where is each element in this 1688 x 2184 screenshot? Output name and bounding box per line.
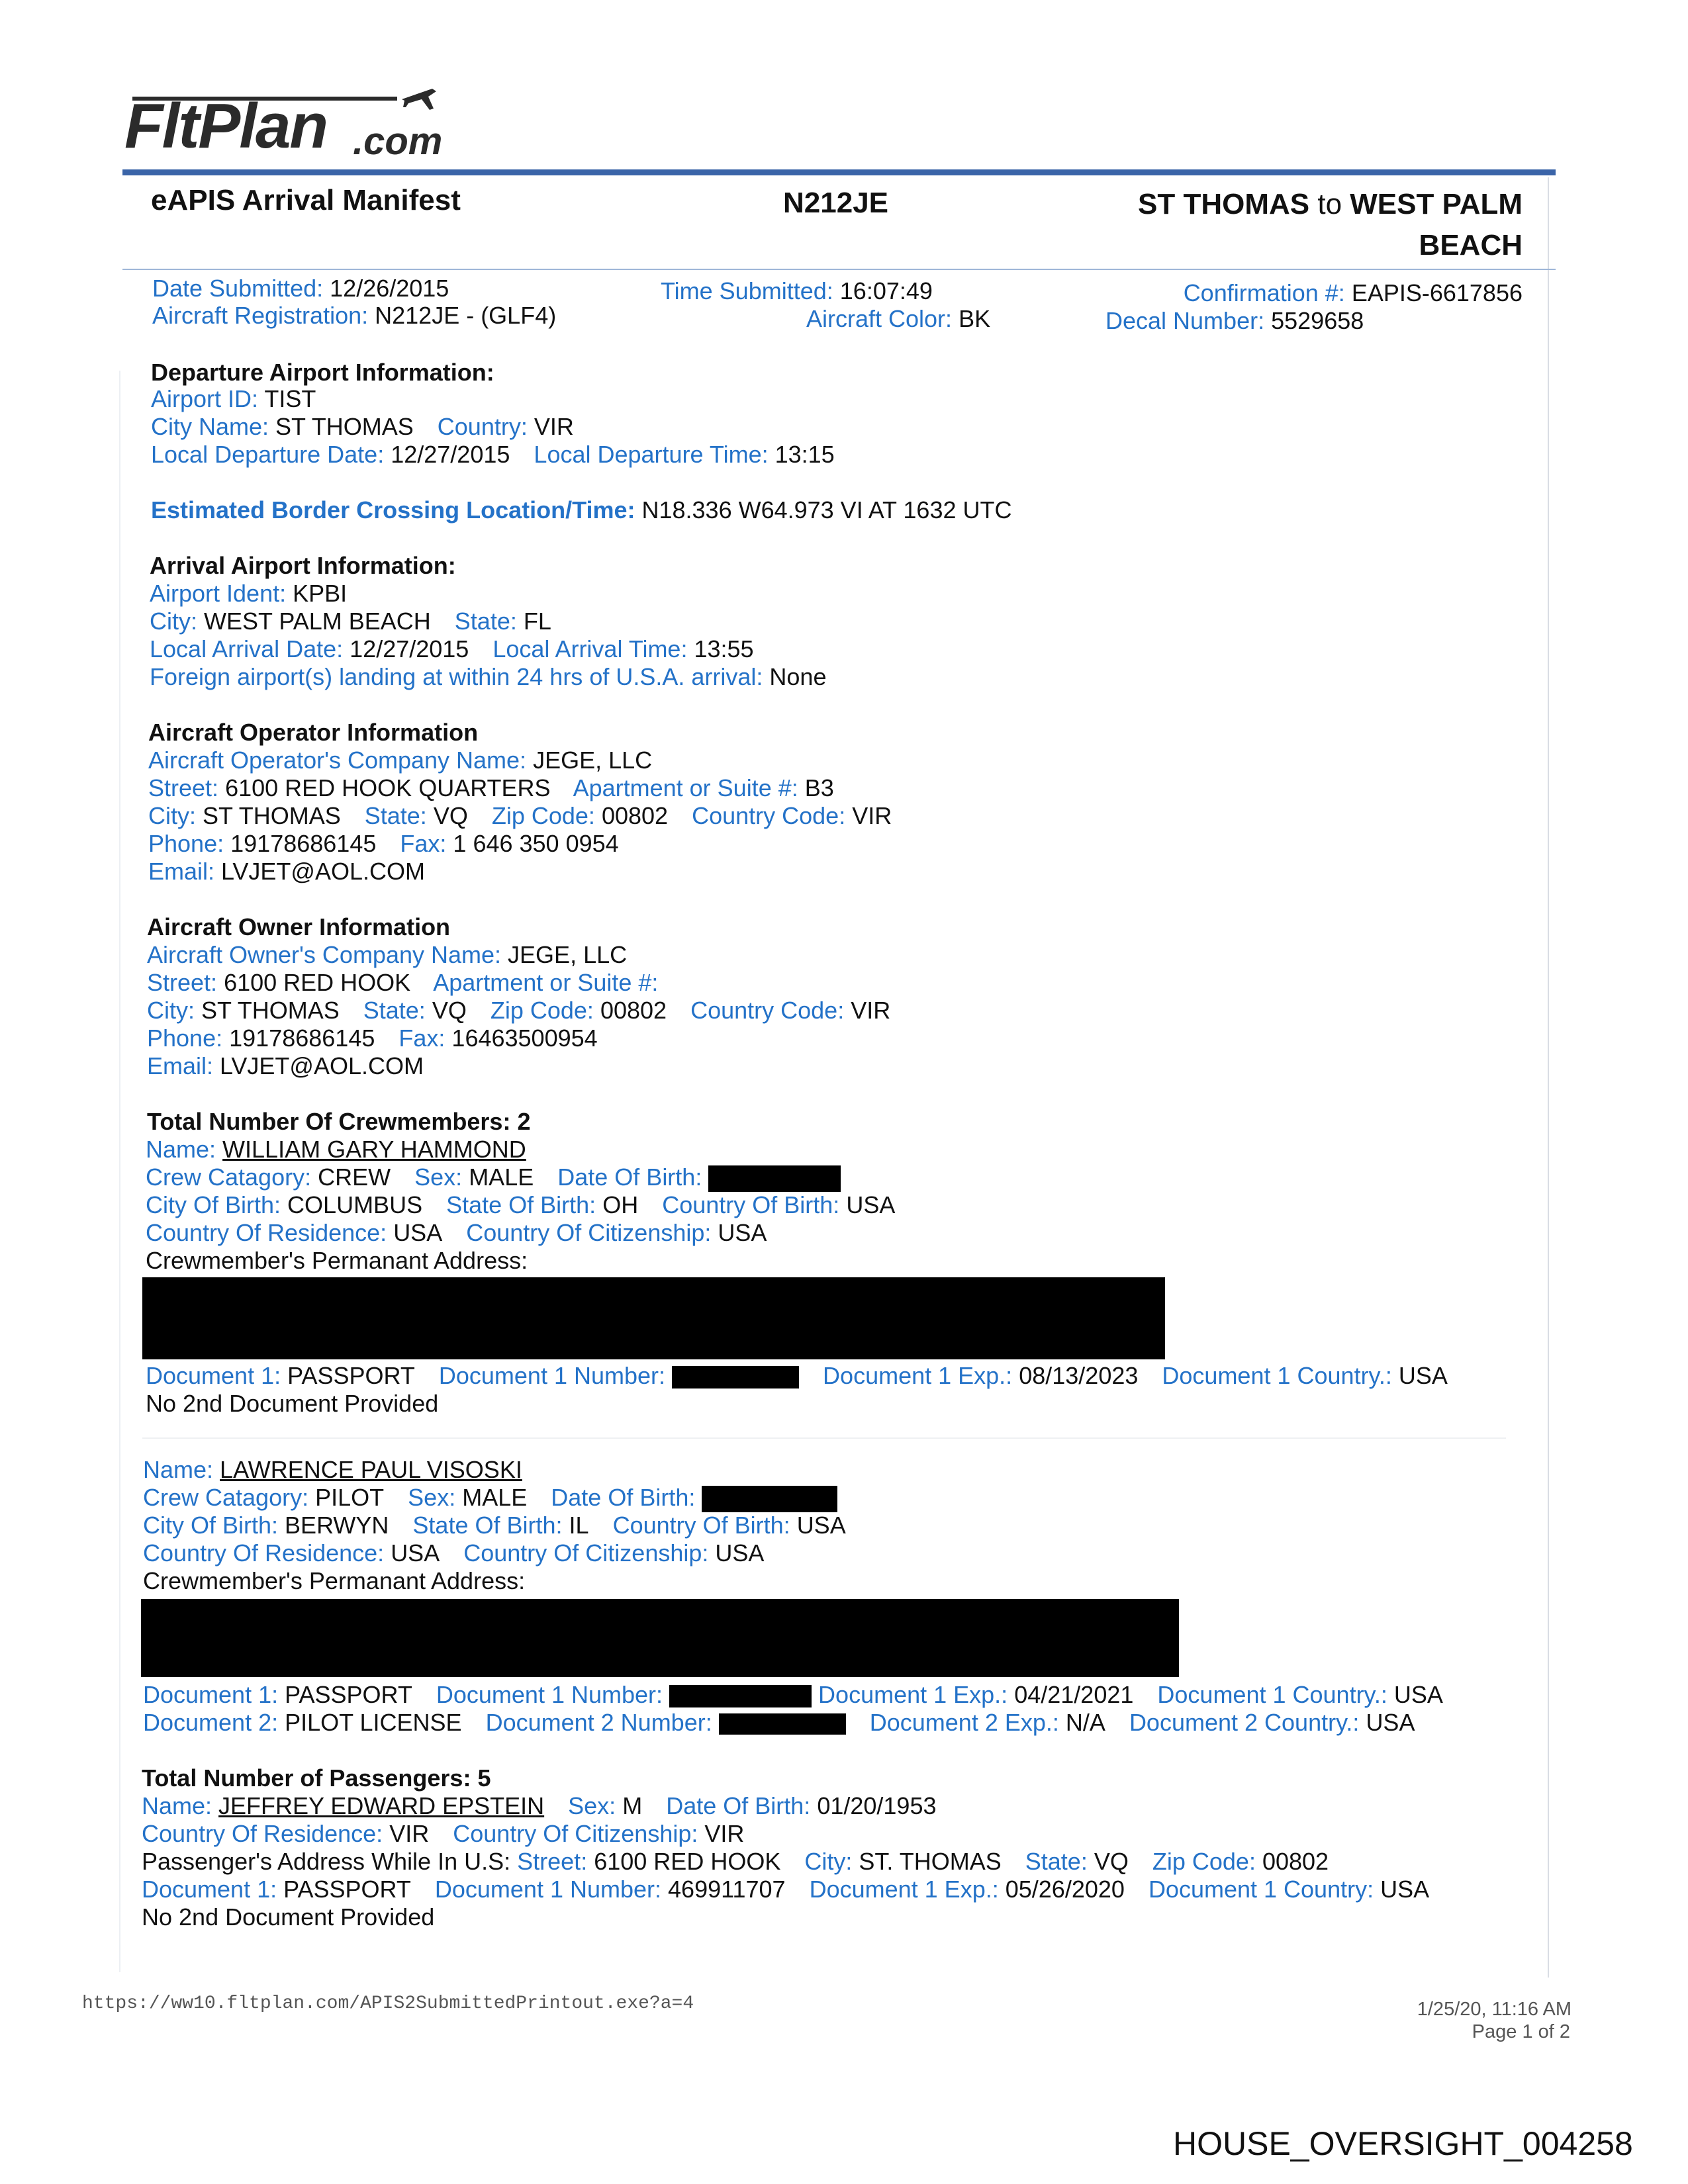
- crew1-name: Name: WILLIAM GARY HAMMOND: [146, 1136, 526, 1163]
- crew1-no-doc2: No 2nd Document Provided: [146, 1390, 439, 1417]
- crew2-birth-line: City Of Birth: BERWYN State Of Birth: IL Country Of Birth: USA: [143, 1512, 846, 1539]
- redaction-box: [708, 1165, 841, 1192]
- redaction-box: [672, 1366, 799, 1388]
- arrival-date-time: Local Arrival Date: 12/27/2015 Local Arrival Time: 13:55: [150, 635, 754, 662]
- operator-phone-fax: Phone: 19178686145 Fax: 1 646 350 0954: [148, 830, 619, 857]
- aircraft-color: Aircraft Color: BK: [806, 305, 991, 332]
- departure-airport-id: Airport ID: TIST: [151, 385, 316, 412]
- departure-heading: Departure Airport Information:: [151, 359, 494, 386]
- departure-date-time: Local Departure Date: 12/27/2015 Local Departure Time: 13:15: [151, 441, 835, 468]
- owner-heading: Aircraft Owner Information: [147, 913, 451, 940]
- crew1-category-line: Crew Catagory: CREW Sex: MALE Date Of Birth:: [146, 1163, 841, 1192]
- crew2-name: Name: LAWRENCE PAUL VISOSKI: [143, 1456, 522, 1483]
- right-border: [1548, 177, 1549, 1978]
- footer-url: https://ww10.fltplan.com/APIS2SubmittedPrintout.exe?a=4: [82, 1993, 694, 2014]
- arrival-city-state: City: WEST PALM BEACH State: FL: [150, 608, 551, 635]
- owner-email: Email: LVJET@AOL.COM: [147, 1052, 424, 1079]
- crew1-residence-line: Country Of Residence: USA Country Of Citizenship: USA: [146, 1219, 767, 1246]
- manifest-title: eAPIS Arrival Manifest: [151, 184, 461, 216]
- owner-company: Aircraft Owner's Company Name: JEGE, LLC: [147, 941, 628, 968]
- route-dest-part1: WEST PALM: [1350, 188, 1523, 220]
- departure-city-country: City Name: ST THOMAS Country: VIR: [151, 413, 574, 440]
- passenger1-name-line: Name: JEFFREY EDWARD EPSTEIN Sex: M Date Of Birth: 01/20/1953: [142, 1792, 937, 1819]
- arrival-ident: Airport Ident: KPBI: [150, 580, 348, 607]
- passengers-heading: Total Number of Passengers: 5: [142, 1764, 491, 1792]
- crew1-document1-line: Document 1: PASSPORT Document 1 Number: Document 1 Exp.: 08/13/2023 Document 1 Country.: USA: [146, 1362, 1448, 1389]
- crew2-document2-line: Document 2: PILOT LICENSE Document 2 Number: Document 2 Exp.: N/A Document 2 Country.: USA: [143, 1709, 1415, 1736]
- section-divider: [142, 1437, 1506, 1439]
- operator-company: Aircraft Operator's Company Name: JEGE, LLC: [148, 747, 653, 774]
- header-rule: [122, 169, 1556, 175]
- tail-number: N212JE: [783, 187, 889, 219]
- operator-heading: Aircraft Operator Information: [148, 719, 479, 746]
- logo-suffix: .com: [353, 120, 443, 163]
- footer-datetime: 1/25/20, 11:16 AM: [1417, 1999, 1571, 2020]
- left-border: [119, 371, 120, 1972]
- route-to: to: [1317, 188, 1342, 220]
- logo-text: FltPlan: [124, 91, 328, 161]
- passenger1-address-line: Passenger's Address While In U.S: Street: 6100 RED HOOK City: ST. THOMAS State: VQ Zip Code: 00802: [142, 1848, 1329, 1875]
- owner-phone-fax: Phone: 19178686145 Fax: 16463500954: [147, 1024, 598, 1052]
- redaction-box: [719, 1713, 846, 1735]
- confirmation-number: Confirmation #: EAPIS-6617856: [1183, 279, 1523, 306]
- operator-email: Email: LVJET@AOL.COM: [148, 858, 425, 885]
- passenger1-document1-line: Document 1: PASSPORT Document 1 Number: 469911707 Document 1 Exp.: 05/26/2020 Document 1 Country: USA: [142, 1876, 1430, 1903]
- bates-number: HOUSE_OVERSIGHT_004258: [1173, 2125, 1633, 2162]
- footer-page-number: Page 1 of 2: [1472, 2021, 1570, 2042]
- crew2-residence-line: Country Of Residence: USA Country Of Citizenship: USA: [143, 1539, 765, 1567]
- redaction-box: [702, 1486, 837, 1512]
- crew2-document1-line: Document 1: PASSPORT Document 1 Number: Document 1 Exp.: 04/21/2021 Document 1 Country.: USA: [143, 1681, 1443, 1708]
- crew1-address-label: Crewmember's Permanant Address:: [146, 1247, 528, 1274]
- operator-city-line: City: ST THOMAS State: VQ Zip Code: 00802 Country Code: VIR: [148, 802, 892, 829]
- passenger1-residence-line: Country Of Residence: VIR Country Of Citizenship: VIR: [142, 1820, 745, 1847]
- arrival-foreign-airports: Foreign airport(s) landing at within 24 hrs of U.S.A. arrival: None: [150, 663, 827, 690]
- redaction-box: [141, 1599, 1179, 1677]
- redaction-box: [142, 1277, 1165, 1359]
- owner-city-line: City: ST THOMAS State: VQ Zip Code: 00802 Country Code: VIR: [147, 997, 891, 1024]
- route-line-2: BEACH: [1419, 229, 1523, 261]
- owner-street: Street: 6100 RED HOOK Apartment or Suite #:: [147, 969, 659, 996]
- route-line-1: [1138, 188, 1523, 221]
- plane-icon: [399, 79, 439, 113]
- aircraft-registration: Aircraft Registration: N212JE - (GLF4): [152, 302, 557, 329]
- route-origin: ST THOMAS: [1138, 188, 1310, 220]
- crew2-address-label: Crewmember's Permanant Address:: [143, 1567, 526, 1594]
- crew2-category-line: Crew Catagory: PILOT Sex: MALE Date Of Birth:: [143, 1484, 837, 1512]
- header-subrule: [122, 269, 1556, 270]
- decal-number: Decal Number: 5529658: [1105, 307, 1364, 334]
- passenger1-no-doc2: No 2nd Document Provided: [142, 1903, 435, 1931]
- redaction-box: [669, 1685, 812, 1707]
- border-crossing: Estimated Border Crossing Location/Time: N18.336 W64.973 VI AT 1632 UTC: [151, 496, 1012, 523]
- arrival-heading: Arrival Airport Information:: [150, 552, 456, 579]
- crew1-birth-line: City Of Birth: COLUMBUS State Of Birth: OH Country Of Birth: USA: [146, 1191, 896, 1218]
- time-submitted: Time Submitted: 16:07:49: [661, 277, 933, 304]
- operator-street: Street: 6100 RED HOOK QUARTERS Apartment or Suite #: B3: [148, 774, 834, 801]
- date-submitted: Date Submitted: 12/26/2015: [152, 275, 449, 302]
- crew-heading: Total Number Of Crewmembers: 2: [147, 1108, 531, 1135]
